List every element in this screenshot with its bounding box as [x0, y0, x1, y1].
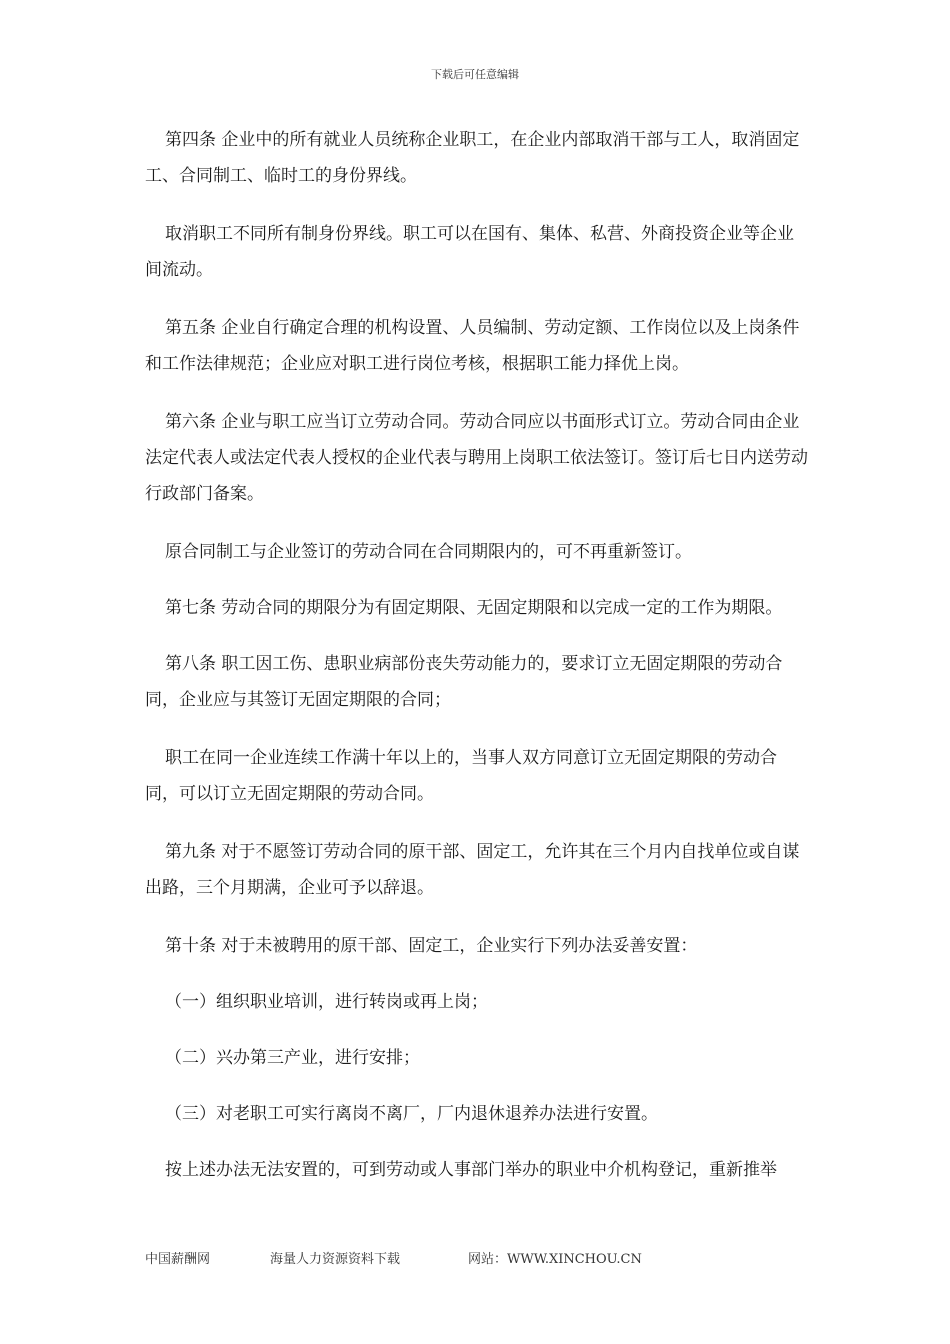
footer-website: 网站：WWW.XINCHOU.CN	[468, 1252, 642, 1267]
paragraph-original-contract: 原合同制工与企业签订的劳动合同在合同期限内的，可不再重新签订。	[165, 542, 692, 562]
paragraph-article-5: 第五条 企业自行确定合理的机构设置、人员编制、劳动定额、工作岗位以及上岗条件和工作法律规范；企业应对职工进行岗位考核，根据职工能力择优上岗。	[145, 318, 800, 374]
list-item-1: （一）组织职业培训，进行转岗或再上岗；	[165, 992, 488, 1012]
list-item-2: （二）兴办第三产业，进行安排；	[165, 1048, 420, 1068]
paragraph-article-4: 第四条 企业中的所有就业人员统称企业职工，在企业内部取消干部与工人，取消固定工、合同制工、临时工的身份界线。	[145, 130, 800, 186]
document-body	[145, 122, 810, 1208]
list-item-3: （三）对老职工可实行离岗不离厂，厂内退休退养办法进行安置。	[165, 1104, 658, 1124]
paragraph-article-10: 第十条 对于未被聘用的原干部、固定工，企业实行下列办法妥善安置：	[165, 936, 698, 956]
paragraph-ten-years: 职工在同一企业连续工作满十年以上的，当事人双方同意订立无固定期限的劳动合同，可以订立无固定期限的劳动合同。	[145, 748, 777, 804]
paragraph-identity-boundary: 取消职工不同所有制身份界线。职工可以在国有、集体、私营、外商投资企业等企业间流动。	[145, 224, 794, 280]
page-footer	[145, 1248, 845, 1267]
footer-slogan: 海量人力资源资料下载	[270, 1252, 401, 1267]
footer-site-name: 中国薪酬网	[145, 1252, 211, 1267]
paragraph-reemployment: 按上述办法无法安置的，可到劳动或人事部门举办的职业中介机构登记，重新推举	[165, 1160, 777, 1180]
paragraph-article-6: 第六条 企业与职工应当订立劳动合同。劳动合同应以书面形式订立。劳动合同由企业法定代表人或法定代表人授权的企业代表与聘用上岗职工依法签订。签订后七日内送劳动行政部门备案。	[145, 412, 808, 504]
paragraph-article-8: 第八条 职工因工伤、患职业病部份丧失劳动能力的，要求订立无固定期限的劳动合同，企业应与其签订无固定期限的合同；	[145, 654, 783, 710]
page-header: 下载后可任意编辑	[431, 68, 519, 81]
paragraph-article-7: 第七条 劳动合同的期限分为有固定期限、无固定期限和以完成一定的工作为期限。	[165, 598, 783, 618]
paragraph-article-9: 第九条 对于不愿签订劳动合同的原干部、固定工，允许其在三个月内自找单位或自谋出路，三个月期满，企业可予以辞退。	[145, 842, 800, 898]
